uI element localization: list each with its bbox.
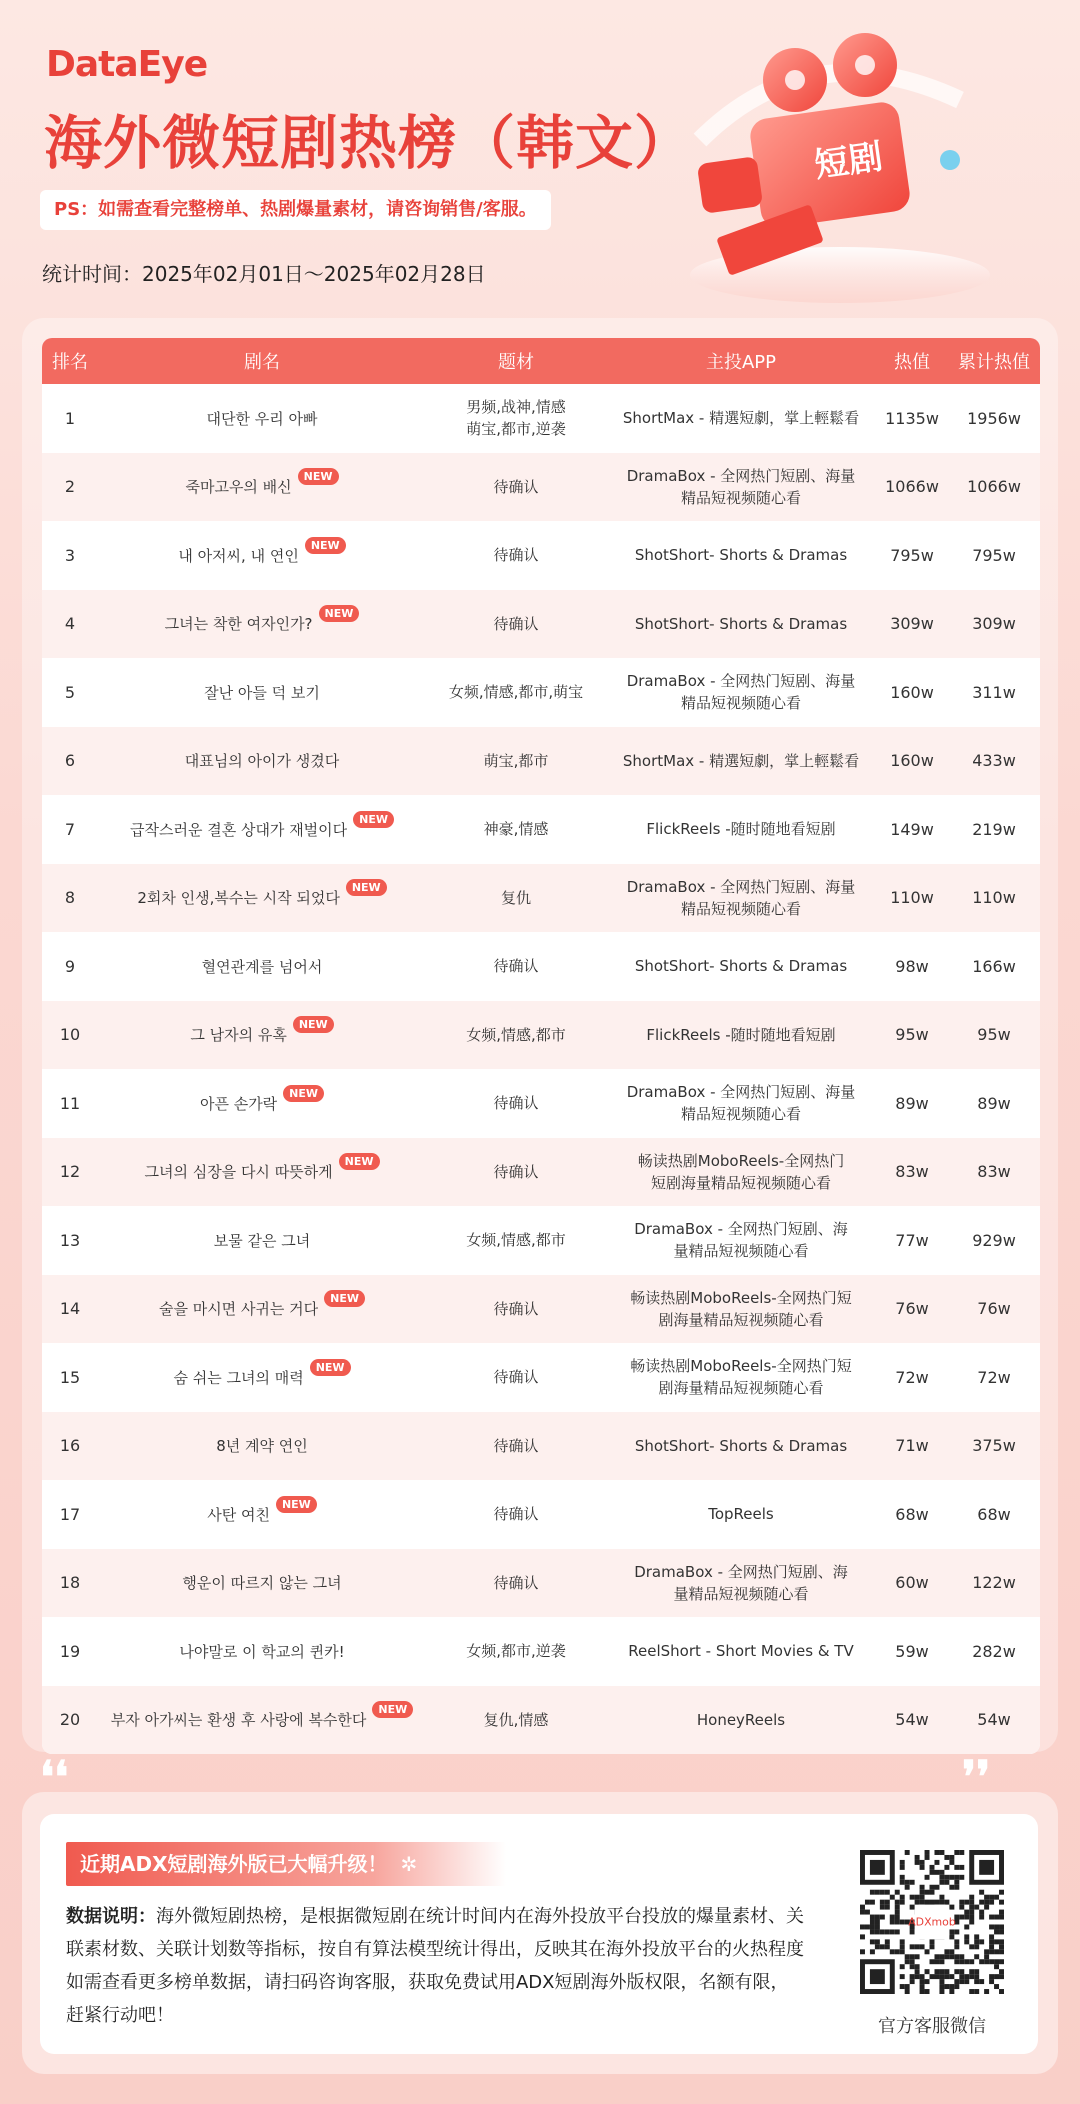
app-cell: FlickReels -随时随地看短剧 (646, 820, 836, 839)
total-cell: 1956w (967, 408, 1021, 428)
genre-cell: 女频,都市,逆袭 (466, 1642, 566, 1661)
quote-right-icon: ❜❜ (962, 1752, 991, 1803)
new-badge: NEW (339, 1153, 380, 1170)
hot-cell: 54w (895, 1710, 929, 1730)
col-rank: 排名 (52, 352, 88, 373)
drama-title: 내 아저씨, 내 연인 (178, 546, 299, 565)
name-cell (98, 1292, 426, 1319)
total-cell: 95w (977, 1025, 1011, 1045)
hot-cell: 110w (890, 888, 934, 908)
table-row (42, 1343, 1040, 1412)
name-cell (98, 538, 426, 566)
drama-title: 그녀의 심장을 다시 따뜻하게 (144, 1163, 333, 1182)
total-cell: 83w (977, 1162, 1011, 1182)
col-app: 主投APP (705, 352, 777, 373)
genre-cell: 待确认 (493, 1505, 539, 1524)
genre-cell: 待确认 (493, 1094, 539, 1113)
name-cell (98, 607, 426, 634)
total-cell: 309w (972, 614, 1016, 634)
drama-title: 2회차 인생,복수는 시작 되었다 (137, 889, 340, 908)
col-total: 累计热值 (958, 352, 1030, 373)
drama-title: 급작스러운 결혼 상대가 재벌이다 (129, 820, 348, 839)
total-cell: 1066w (967, 477, 1021, 497)
name-cell (98, 1230, 426, 1251)
app-cell: ShotShort- Shorts & Dramas (634, 957, 848, 976)
table-row (42, 932, 1040, 1001)
cursor-click-icon: ✲ (400, 1852, 418, 1876)
table-row (42, 1549, 1040, 1618)
table-row (42, 453, 1040, 522)
drama-title: 대표님의 아이가 생겼다 (184, 752, 340, 771)
app-cell: DramaBox - 全网热门短剧、海 量精品短视频随心看 (634, 1562, 848, 1603)
genre-cell: 女频,情感,都市,萌宝 (448, 683, 584, 702)
total-cell: 122w (972, 1573, 1016, 1593)
rank-cell: 18 (59, 1573, 81, 1593)
film-camera-illustration (660, 20, 1020, 310)
hot-cell: 795w (890, 545, 934, 565)
desc-label: 数据说明： (66, 1906, 156, 1927)
genre-cell: 待确认 (493, 1299, 539, 1318)
total-cell: 166w (972, 956, 1016, 976)
hot-cell: 309w (890, 614, 934, 634)
qr-center-logo: ADXmob (908, 1915, 956, 1929)
qr-label: 官方客服微信 (878, 2016, 986, 2037)
table-row (42, 658, 1040, 727)
table-row (42, 1001, 1040, 1070)
table-header (42, 338, 1040, 384)
col-genre: 题材 (498, 352, 534, 373)
data-description (66, 1900, 806, 2032)
total-cell: 89w (977, 1093, 1011, 1113)
rank-cell: 10 (59, 1025, 81, 1045)
rank-cell: 8 (64, 888, 76, 908)
hot-cell: 71w (895, 1436, 929, 1456)
drama-title: 사탄 여친 (207, 1505, 270, 1524)
rank-cell: 1 (64, 408, 76, 428)
hot-cell: 68w (895, 1504, 929, 1524)
hot-cell: 77w (895, 1230, 929, 1250)
table-row (42, 1480, 1040, 1549)
rank-cell: 3 (64, 545, 76, 565)
drama-title: 행운이 따르지 않는 그녀 (182, 1574, 342, 1593)
total-cell: 311w (972, 682, 1016, 702)
table-row (42, 1617, 1040, 1686)
stat-period: 统计时间：2025年02月01日～2025年02月28日 (42, 262, 486, 286)
col-name: 剧名 (244, 352, 280, 373)
app-cell: DramaBox - 全网热门短剧、海量 精品短视频随心看 (626, 877, 856, 918)
header (0, 0, 1080, 320)
app-cell: FlickReels -随时随地看短剧 (646, 1025, 836, 1044)
table-row (42, 727, 1040, 796)
hot-cell: 160w (890, 682, 934, 702)
total-cell: 929w (972, 1230, 1016, 1250)
name-cell (98, 1703, 426, 1730)
ranking-table (42, 338, 1040, 1754)
rank-cell: 16 (59, 1436, 81, 1456)
hot-cell: 83w (895, 1162, 929, 1182)
rank-cell: 5 (64, 682, 76, 702)
genre-cell: 待确认 (493, 957, 539, 976)
upgrade-banner-text: 近期ADX短剧海外版已大幅升级！ (80, 1852, 388, 1876)
genre-cell: 待确认 (493, 1573, 539, 1592)
hot-cell: 98w (895, 956, 929, 976)
genre-cell: 女频,情感,都市 (466, 1025, 566, 1044)
app-cell: 畅读热剧MoboReels-全网热门 短剧海量精品短视频随心看 (637, 1151, 845, 1192)
app-cell: HoneyReels (696, 1710, 786, 1729)
hot-cell: 149w (890, 819, 934, 839)
new-badge: NEW (293, 1016, 334, 1033)
app-cell: DramaBox - 全网热门短剧、海量 精品短视频随心看 (626, 672, 856, 713)
app-cell: 畅读热剧MoboReels-全网热门短 剧海量精品短视频随心看 (630, 1357, 852, 1398)
total-cell: 282w (972, 1641, 1016, 1661)
new-badge: NEW (346, 879, 387, 896)
genre-cell: 萌宝,都市 (483, 751, 549, 770)
app-cell: DramaBox - 全网热门短剧、海量 精品短视频随心看 (626, 466, 856, 507)
name-cell (98, 1435, 426, 1456)
name-cell (98, 1086, 426, 1114)
genre-cell: 待确认 (493, 1162, 539, 1181)
genre-cell: 男频,战神,情感 萌宝,都市,逆袭 (466, 398, 566, 439)
rank-cell: 19 (59, 1641, 81, 1661)
drama-title: 그 남자의 유혹 (190, 1026, 287, 1045)
new-badge: NEW (276, 1496, 317, 1513)
new-badge: NEW (324, 1290, 365, 1307)
new-badge: NEW (298, 468, 339, 485)
table-body (42, 384, 1040, 1754)
drama-title: 아픈 손가락 (199, 1094, 278, 1113)
total-cell: 72w (977, 1367, 1011, 1387)
hero-text: 短剧 (812, 136, 886, 186)
name-cell (98, 956, 426, 977)
name-cell (98, 1155, 426, 1182)
genre-cell: 待确认 (493, 546, 539, 565)
total-cell: 54w (977, 1710, 1011, 1730)
upgrade-banner (66, 1842, 506, 1886)
total-cell: 375w (972, 1436, 1016, 1456)
name-cell (98, 408, 426, 429)
rank-cell: 14 (59, 1299, 81, 1319)
total-cell: 795w (972, 545, 1016, 565)
drama-title: 잘난 아들 덕 보기 (204, 683, 320, 702)
table-row (42, 384, 1040, 453)
drama-title: 숨 쉬는 그녀의 매력 (173, 1368, 304, 1387)
rank-cell: 13 (59, 1230, 81, 1250)
drama-title: 그녀는 착한 여자인가? (164, 615, 313, 634)
app-cell: ShortMax - 精選短劇，掌上輕鬆看 (622, 751, 860, 770)
drama-title: 보물 같은 그녀 (213, 1231, 311, 1250)
app-cell: DramaBox - 全网热门短剧、海 量精品短视频随心看 (634, 1220, 848, 1261)
rank-cell: 6 (64, 751, 76, 771)
hot-cell: 72w (895, 1367, 929, 1387)
genre-cell: 待确认 (493, 1368, 539, 1387)
app-cell: ShortMax - 精選短劇，掌上輕鬆看 (622, 409, 860, 428)
drama-title: 술을 마시면 사귀는 거다 (158, 1300, 319, 1319)
genre-cell: 神豪,情感 (483, 820, 549, 839)
table-row (42, 1206, 1040, 1275)
qr-code[interactable] (860, 1850, 1004, 1994)
total-cell: 68w (977, 1504, 1011, 1524)
name-cell (98, 812, 426, 840)
decor-dot (940, 150, 960, 170)
col-hot: 热值 (894, 352, 930, 373)
hot-cell: 59w (895, 1641, 929, 1661)
rank-cell: 4 (64, 614, 76, 634)
new-badge: NEW (283, 1085, 324, 1102)
new-badge: NEW (353, 811, 394, 828)
hot-cell: 89w (895, 1093, 929, 1113)
name-cell (98, 1497, 426, 1525)
rank-cell: 20 (59, 1710, 81, 1730)
total-cell: 219w (972, 819, 1016, 839)
app-cell: DramaBox - 全网热门短剧、海量 精品短视频随心看 (626, 1083, 856, 1124)
drama-title: 죽마고우의 배신 (185, 478, 292, 497)
name-cell (98, 750, 426, 771)
hot-cell: 160w (890, 751, 934, 771)
rank-cell: 17 (59, 1504, 81, 1524)
new-badge: NEW (372, 1701, 413, 1718)
name-cell (98, 1360, 426, 1388)
desc-text: 海外微短剧热榜，是根据微短剧在统计时间内在海外投放平台投放的爆量素材、关联素材数、关联计划数等指标，按自有算法模型统计得出，反映其在海外投放平台的火热程度如需查看更多榜单数据，请扫码咨询客服，获取免费试用ADX短剧海外版权限，名额有限，赶紧行动吧！ (66, 1906, 804, 2026)
genre-cell: 待确认 (493, 1436, 539, 1455)
table-row (42, 864, 1040, 933)
name-cell (98, 470, 426, 497)
dataeye-logo: DataEye (46, 44, 208, 85)
total-cell: 110w (972, 888, 1016, 908)
hot-cell: 1066w (885, 477, 939, 497)
table-row (42, 1275, 1040, 1344)
hot-cell: 60w (895, 1573, 929, 1593)
table-row (42, 1686, 1040, 1755)
new-badge: NEW (305, 537, 346, 554)
table-row (42, 1412, 1040, 1481)
app-cell: ShotShort- Shorts & Dramas (634, 1436, 848, 1455)
drama-title: 대단한 우리 아빠 (206, 409, 318, 428)
rank-cell: 12 (59, 1162, 81, 1182)
new-badge: NEW (310, 1359, 351, 1376)
name-cell (98, 881, 426, 908)
genre-cell: 复仇 (500, 888, 531, 907)
app-cell: TopReels (708, 1505, 774, 1524)
app-cell: 畅读热剧MoboReels-全网热门短 剧海量精品短视频随心看 (630, 1288, 852, 1329)
app-cell: ShotShort- Shorts & Dramas (634, 546, 848, 565)
drama-title: 8년 계약 연인 (216, 1437, 308, 1456)
name-cell (98, 1641, 426, 1662)
app-cell: ReelShort - Short Movies & TV (628, 1642, 854, 1661)
ps-note: PS：如需查看完整榜单、热剧爆量素材，请咨询销售/客服。 (40, 190, 551, 230)
drama-title: 나야말로 이 학교의 퀸카! (179, 1642, 345, 1661)
name-cell (98, 1018, 426, 1045)
name-cell (98, 682, 426, 703)
hot-cell: 76w (895, 1299, 929, 1319)
app-cell: ShotShort- Shorts & Dramas (634, 614, 848, 633)
rank-cell: 15 (59, 1367, 81, 1387)
rank-cell: 7 (64, 819, 76, 839)
genre-cell: 复仇,情感 (483, 1710, 549, 1729)
hot-cell: 1135w (885, 408, 939, 428)
new-badge: NEW (319, 605, 360, 622)
drama-title: 혈연관계를 넘어서 (201, 957, 323, 976)
total-cell: 76w (977, 1299, 1011, 1319)
quote-left-icon: ❛❛ (40, 1752, 69, 1803)
rank-cell: 2 (64, 477, 76, 497)
table-row (42, 1138, 1040, 1207)
page-title: 海外微短剧热榜（韩文） (44, 109, 694, 177)
total-cell: 433w (972, 751, 1016, 771)
name-cell (98, 1572, 426, 1593)
genre-cell: 待确认 (493, 477, 539, 496)
drama-title: 부자 아가씨는 환생 후 사랑에 복수한다 (110, 1711, 367, 1730)
table-row (42, 590, 1040, 659)
table-row (42, 521, 1040, 590)
rank-cell: 9 (64, 956, 76, 976)
genre-cell: 女频,情感,都市 (466, 1231, 566, 1250)
table-row (42, 1069, 1040, 1138)
table-row (42, 795, 1040, 864)
hot-cell: 95w (895, 1025, 929, 1045)
genre-cell: 待确认 (493, 614, 539, 633)
rank-cell: 11 (59, 1093, 81, 1113)
